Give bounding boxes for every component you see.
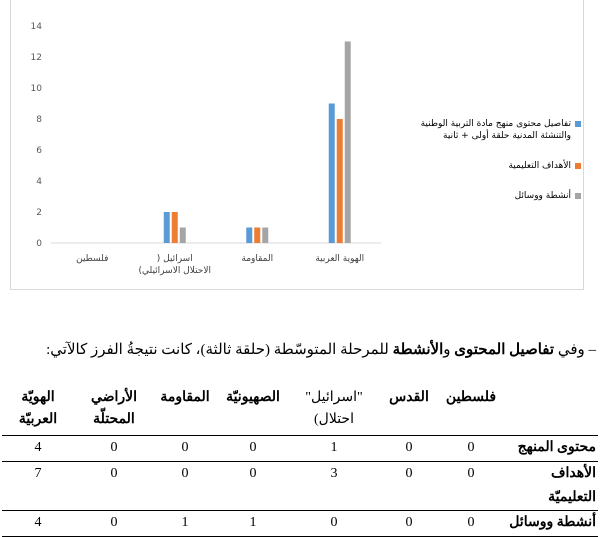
x-tick-label: اسرائيل ( الاحتلال الاسرائيلي) bbox=[138, 254, 212, 276]
y-tick-label: 8 bbox=[36, 115, 42, 125]
legend-item bbox=[411, 190, 581, 202]
table-header-cell: المقاومة bbox=[160, 390, 210, 405]
table-cell: 4 bbox=[2, 511, 74, 537]
table-row bbox=[2, 436, 598, 462]
table-row-label: أنشطة ووسائل bbox=[502, 511, 598, 537]
table-cell: 0 bbox=[378, 511, 440, 537]
paragraph-text: و bbox=[443, 342, 455, 358]
table-cell: 0 bbox=[74, 511, 154, 537]
bar-1-cat-1 bbox=[329, 104, 335, 244]
paragraph-text: للمرحلة المتوسّطة (حلقة ثالثة)، كانت نتيجةُ الفرز كالآتي: bbox=[46, 342, 393, 358]
bar-2-cat-1 bbox=[337, 119, 343, 243]
table-cell: 0 bbox=[440, 511, 502, 537]
legend-swatch-series-1 bbox=[575, 121, 581, 127]
legend-swatch-series-3 bbox=[575, 193, 581, 199]
table-cell: 4 bbox=[2, 436, 74, 462]
table-header-cell: "اسرائيل" احتلال) bbox=[305, 390, 363, 427]
x-tick-label: فلسطين bbox=[76, 254, 109, 264]
table-header-cell: الهويّة العربيّة bbox=[18, 390, 58, 427]
table-header-row bbox=[2, 383, 598, 436]
bar-chart bbox=[10, 0, 584, 290]
table-header-cell: فلسطين bbox=[445, 390, 497, 405]
bar-2-cat-2 bbox=[254, 228, 260, 244]
bar-2-cat-3 bbox=[172, 212, 178, 243]
table-header-cell: القدس bbox=[389, 390, 429, 405]
table-row-label: الأهداف التعليميّة bbox=[502, 462, 598, 511]
table-header-cell bbox=[502, 383, 598, 436]
table-row bbox=[2, 462, 598, 511]
legend-item bbox=[411, 118, 581, 142]
body-paragraph bbox=[0, 340, 596, 360]
legend-swatch-series-2 bbox=[575, 163, 581, 169]
table-cell: 0 bbox=[74, 436, 154, 462]
bar-3-cat-1 bbox=[345, 42, 351, 244]
table-header-cell: الصهيونيّة bbox=[226, 390, 280, 405]
table-cell: 0 bbox=[378, 462, 440, 511]
table-cell: 0 bbox=[154, 462, 216, 511]
table-cell: 0 bbox=[378, 436, 440, 462]
legend-label: الأهداف التعليمية bbox=[508, 161, 571, 171]
table-cell: 0 bbox=[154, 436, 216, 462]
table-cell: 7 bbox=[2, 462, 74, 511]
table-cell: 0 bbox=[440, 462, 502, 511]
paragraph-text: وفي bbox=[554, 342, 585, 358]
table-cell: 1 bbox=[216, 511, 290, 537]
table-cell: 0 bbox=[74, 462, 154, 511]
paragraph-dash: – bbox=[584, 342, 596, 358]
table-header-cell: الأراضي المحتلّة bbox=[90, 390, 138, 427]
legend-item bbox=[411, 160, 581, 172]
y-tick-label: 4 bbox=[36, 177, 42, 187]
y-tick-label: 12 bbox=[30, 53, 42, 63]
x-tick-label: المقاومة bbox=[241, 254, 274, 264]
table-row-label: محتوى المنهج bbox=[502, 436, 598, 462]
y-tick-label: 0 bbox=[36, 239, 42, 249]
legend-label: أنشطة ووسائل bbox=[514, 191, 571, 201]
table-row bbox=[2, 511, 598, 537]
bar-3-cat-3 bbox=[180, 228, 186, 244]
x-tick-label: الهوية العربية bbox=[315, 254, 365, 264]
bar-1-cat-2 bbox=[246, 228, 252, 244]
paragraph-bold-activities: الأنشطة bbox=[392, 342, 444, 358]
table-cell: 0 bbox=[440, 436, 502, 462]
results-table bbox=[2, 383, 598, 537]
table-cell: 0 bbox=[216, 436, 290, 462]
y-tick-label: 10 bbox=[30, 84, 42, 94]
chart-legend bbox=[411, 118, 581, 220]
table-cell: 3 bbox=[290, 462, 378, 511]
y-tick-label: 2 bbox=[36, 208, 42, 218]
y-tick-label: 14 bbox=[30, 22, 42, 32]
bar-3-cat-2 bbox=[262, 228, 268, 244]
y-tick-label: 6 bbox=[36, 146, 42, 156]
paragraph-bold-content: تفاصيل المحتوى bbox=[454, 342, 555, 358]
bar-1-cat-3 bbox=[164, 212, 170, 243]
table-cell: 1 bbox=[154, 511, 216, 537]
legend-label: تفاصيل محتوى منهج مادة التربية الوطنية والتنشئة المدنية حلقة أولى + ثانية bbox=[420, 119, 571, 141]
table-cell: 1 bbox=[290, 436, 378, 462]
table-cell: 0 bbox=[216, 462, 290, 511]
table-cell: 0 bbox=[290, 511, 378, 537]
